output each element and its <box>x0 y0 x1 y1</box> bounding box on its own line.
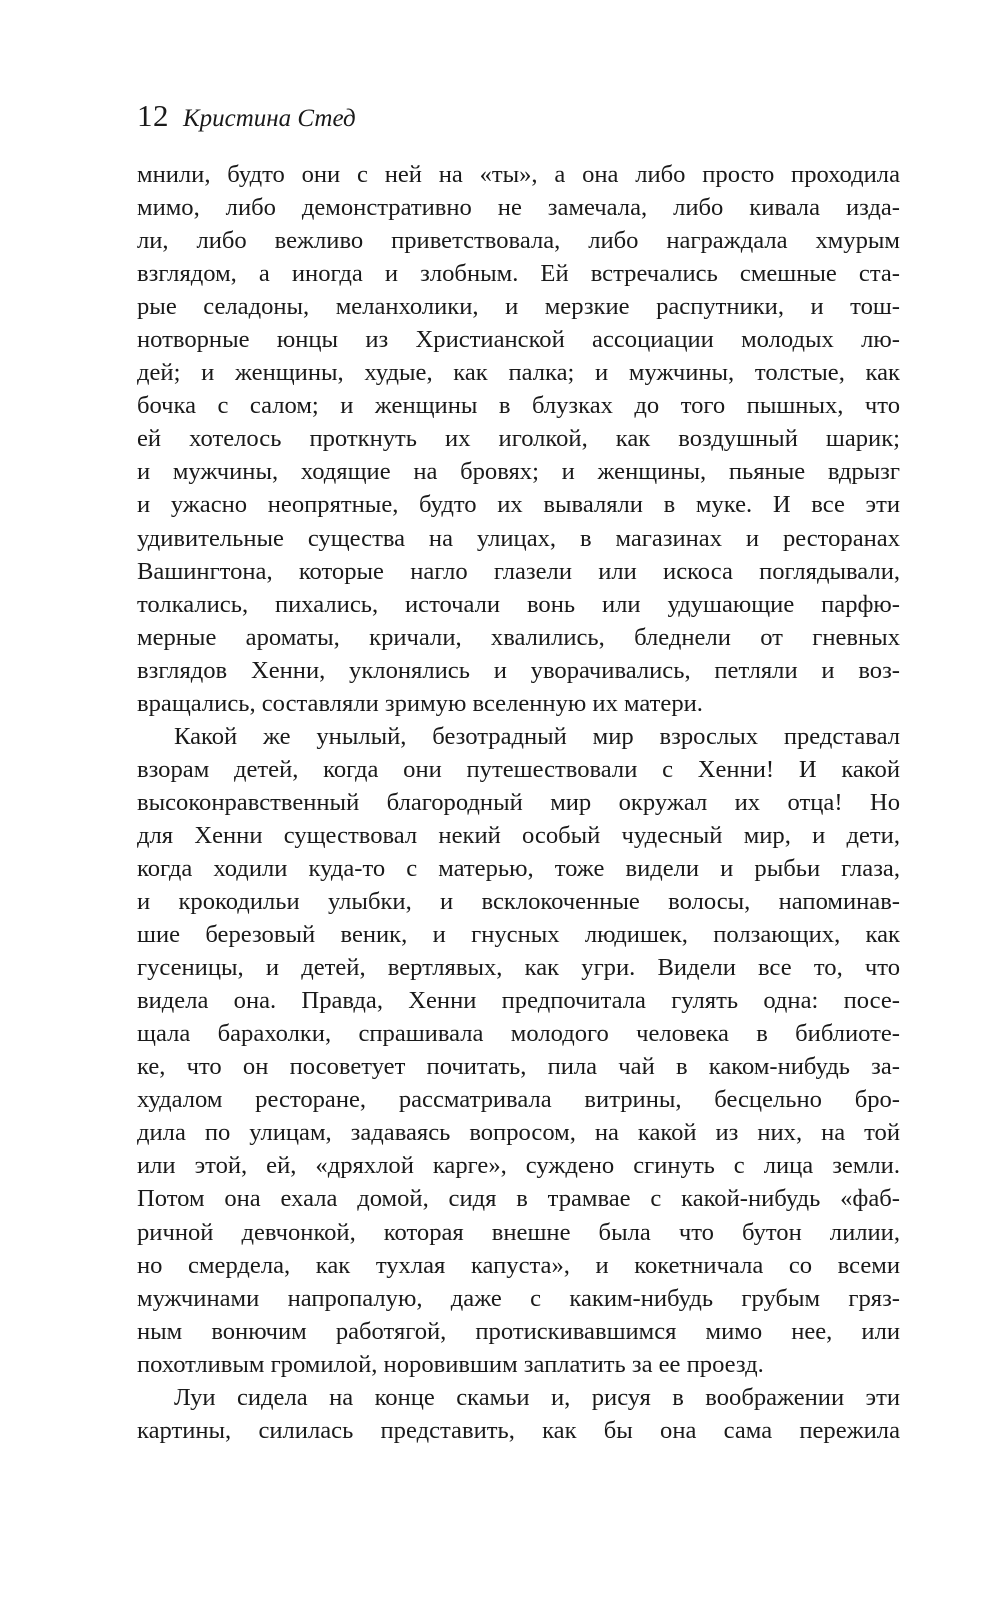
text-line: мимо, либо демонстративно не замечала, либо кивала изда- <box>137 194 900 222</box>
text-line: похотливым громилой, норовившим заплатить за ее проезд. <box>137 1350 764 1378</box>
text-line: картины, силилась представить, как бы она сама пережила <box>137 1416 900 1444</box>
page-number: 12 <box>137 98 169 133</box>
text-line: Потом она ехала домой, сидя в трамвае с какой-нибудь «фаб- <box>137 1185 900 1213</box>
text-line: шие березовый веник, и гнусных людишек, ползающих, как <box>137 921 900 949</box>
text-line: нотворные юнцы из Христианской ассоциации молодых лю- <box>137 326 900 354</box>
text-line: щала барахолки, спрашивала молодого человека в библиоте- <box>137 1020 900 1048</box>
page-header <box>137 98 897 142</box>
text-line: или этой, ей, «дряхлой карге», суждено сгинуть с лица земли. <box>137 1152 900 1180</box>
text-line: ли, либо вежливо приветствовала, либо награждала хмурым <box>137 227 900 255</box>
text-line: дила по улицам, задаваясь вопросом, на какой из них, на той <box>137 1119 900 1147</box>
paragraph <box>137 720 900 1381</box>
text-line: Луи сидела на конце скамьи и, рисуя в воображении эти <box>174 1383 900 1411</box>
text-line: Вашингтона, которые нагло глазели или искоса поглядывали, <box>137 557 900 585</box>
text-line: бочка с салом; и женщины в блузках до того пышных, что <box>137 392 900 420</box>
text-line: и ужасно неопрятные, будто их вываляли в муке. И все эти <box>137 491 900 519</box>
text-line: худалом ресторане, рассматривала витрины, бесцельно бро- <box>137 1086 900 1114</box>
paragraph <box>137 1381 900 1447</box>
text-line: взглядов Хенни, уклонялись и уворачивались, петляли и воз- <box>137 656 900 684</box>
text-line: толкались, пихались, источали вонь или удушающие парфю- <box>137 590 900 618</box>
text-line: когда ходили куда-то с матерью, тоже видели и рыбьи глаза, <box>137 854 900 882</box>
text-line: видела она. Правда, Хенни предпочитала гулять одна: посе- <box>137 987 900 1015</box>
text-line: и крокодильи улыбки, и всклокоченные волосы, напоминав- <box>137 888 900 916</box>
running-head-author: Кристина Стед <box>183 105 356 132</box>
paragraph <box>137 158 900 720</box>
text-line: взорам детей, когда они путешествовали с Хенни! И какой <box>137 755 900 783</box>
text-line: взглядом, а иногда и злобным. Ей встречались смешные ста- <box>137 260 900 288</box>
text-line: мужчинами напропалую, даже с каким-нибудь грубым гряз- <box>137 1284 900 1312</box>
text-line: ным вонючим работягой, протискивавшимся мимо нее, или <box>137 1317 900 1345</box>
body-text <box>137 158 900 1447</box>
text-line: удивительные существа на улицах, в магазинах и ресторанах <box>137 524 900 552</box>
text-line: ке, что он посоветует почитать, пила чай в каком-нибудь за- <box>137 1053 900 1081</box>
text-line: мерные ароматы, кричали, хвалились, бледнели от гневных <box>137 623 900 651</box>
text-line: ей хотелось проткнуть их иголкой, как воздушный шарик; <box>137 425 900 453</box>
text-line: Какой же унылый, безотрадный мир взрослых представал <box>174 722 900 750</box>
text-line: дей; и женщины, худые, как палка; и мужчины, толстые, как <box>137 359 900 387</box>
text-line: вращались, составляли зримую вселенную их матери. <box>137 689 703 717</box>
text-line: гусеницы, и детей, вертлявых, как угри. Видели все то, что <box>137 954 900 982</box>
text-line: ричной девчонкой, которая внешне была что бутон лилии, <box>137 1218 900 1246</box>
text-line: рые селадоны, меланхолики, и мерзкие распутники, и тош- <box>137 293 900 321</box>
text-line: но смердела, как тухлая капуста», и кокетничала со всеми <box>137 1251 900 1279</box>
text-line: высоконравственный благородный мир окружал их отца! Но <box>137 788 900 816</box>
text-line: и мужчины, ходящие на бровях; и женщины, пьяные вдрызг <box>137 458 900 486</box>
text-line: мнили, будто они с ней на «ты», а она либо просто проходила <box>137 161 900 188</box>
text-line: для Хенни существовал некий особый чудесный мир, и дети, <box>137 821 900 849</box>
